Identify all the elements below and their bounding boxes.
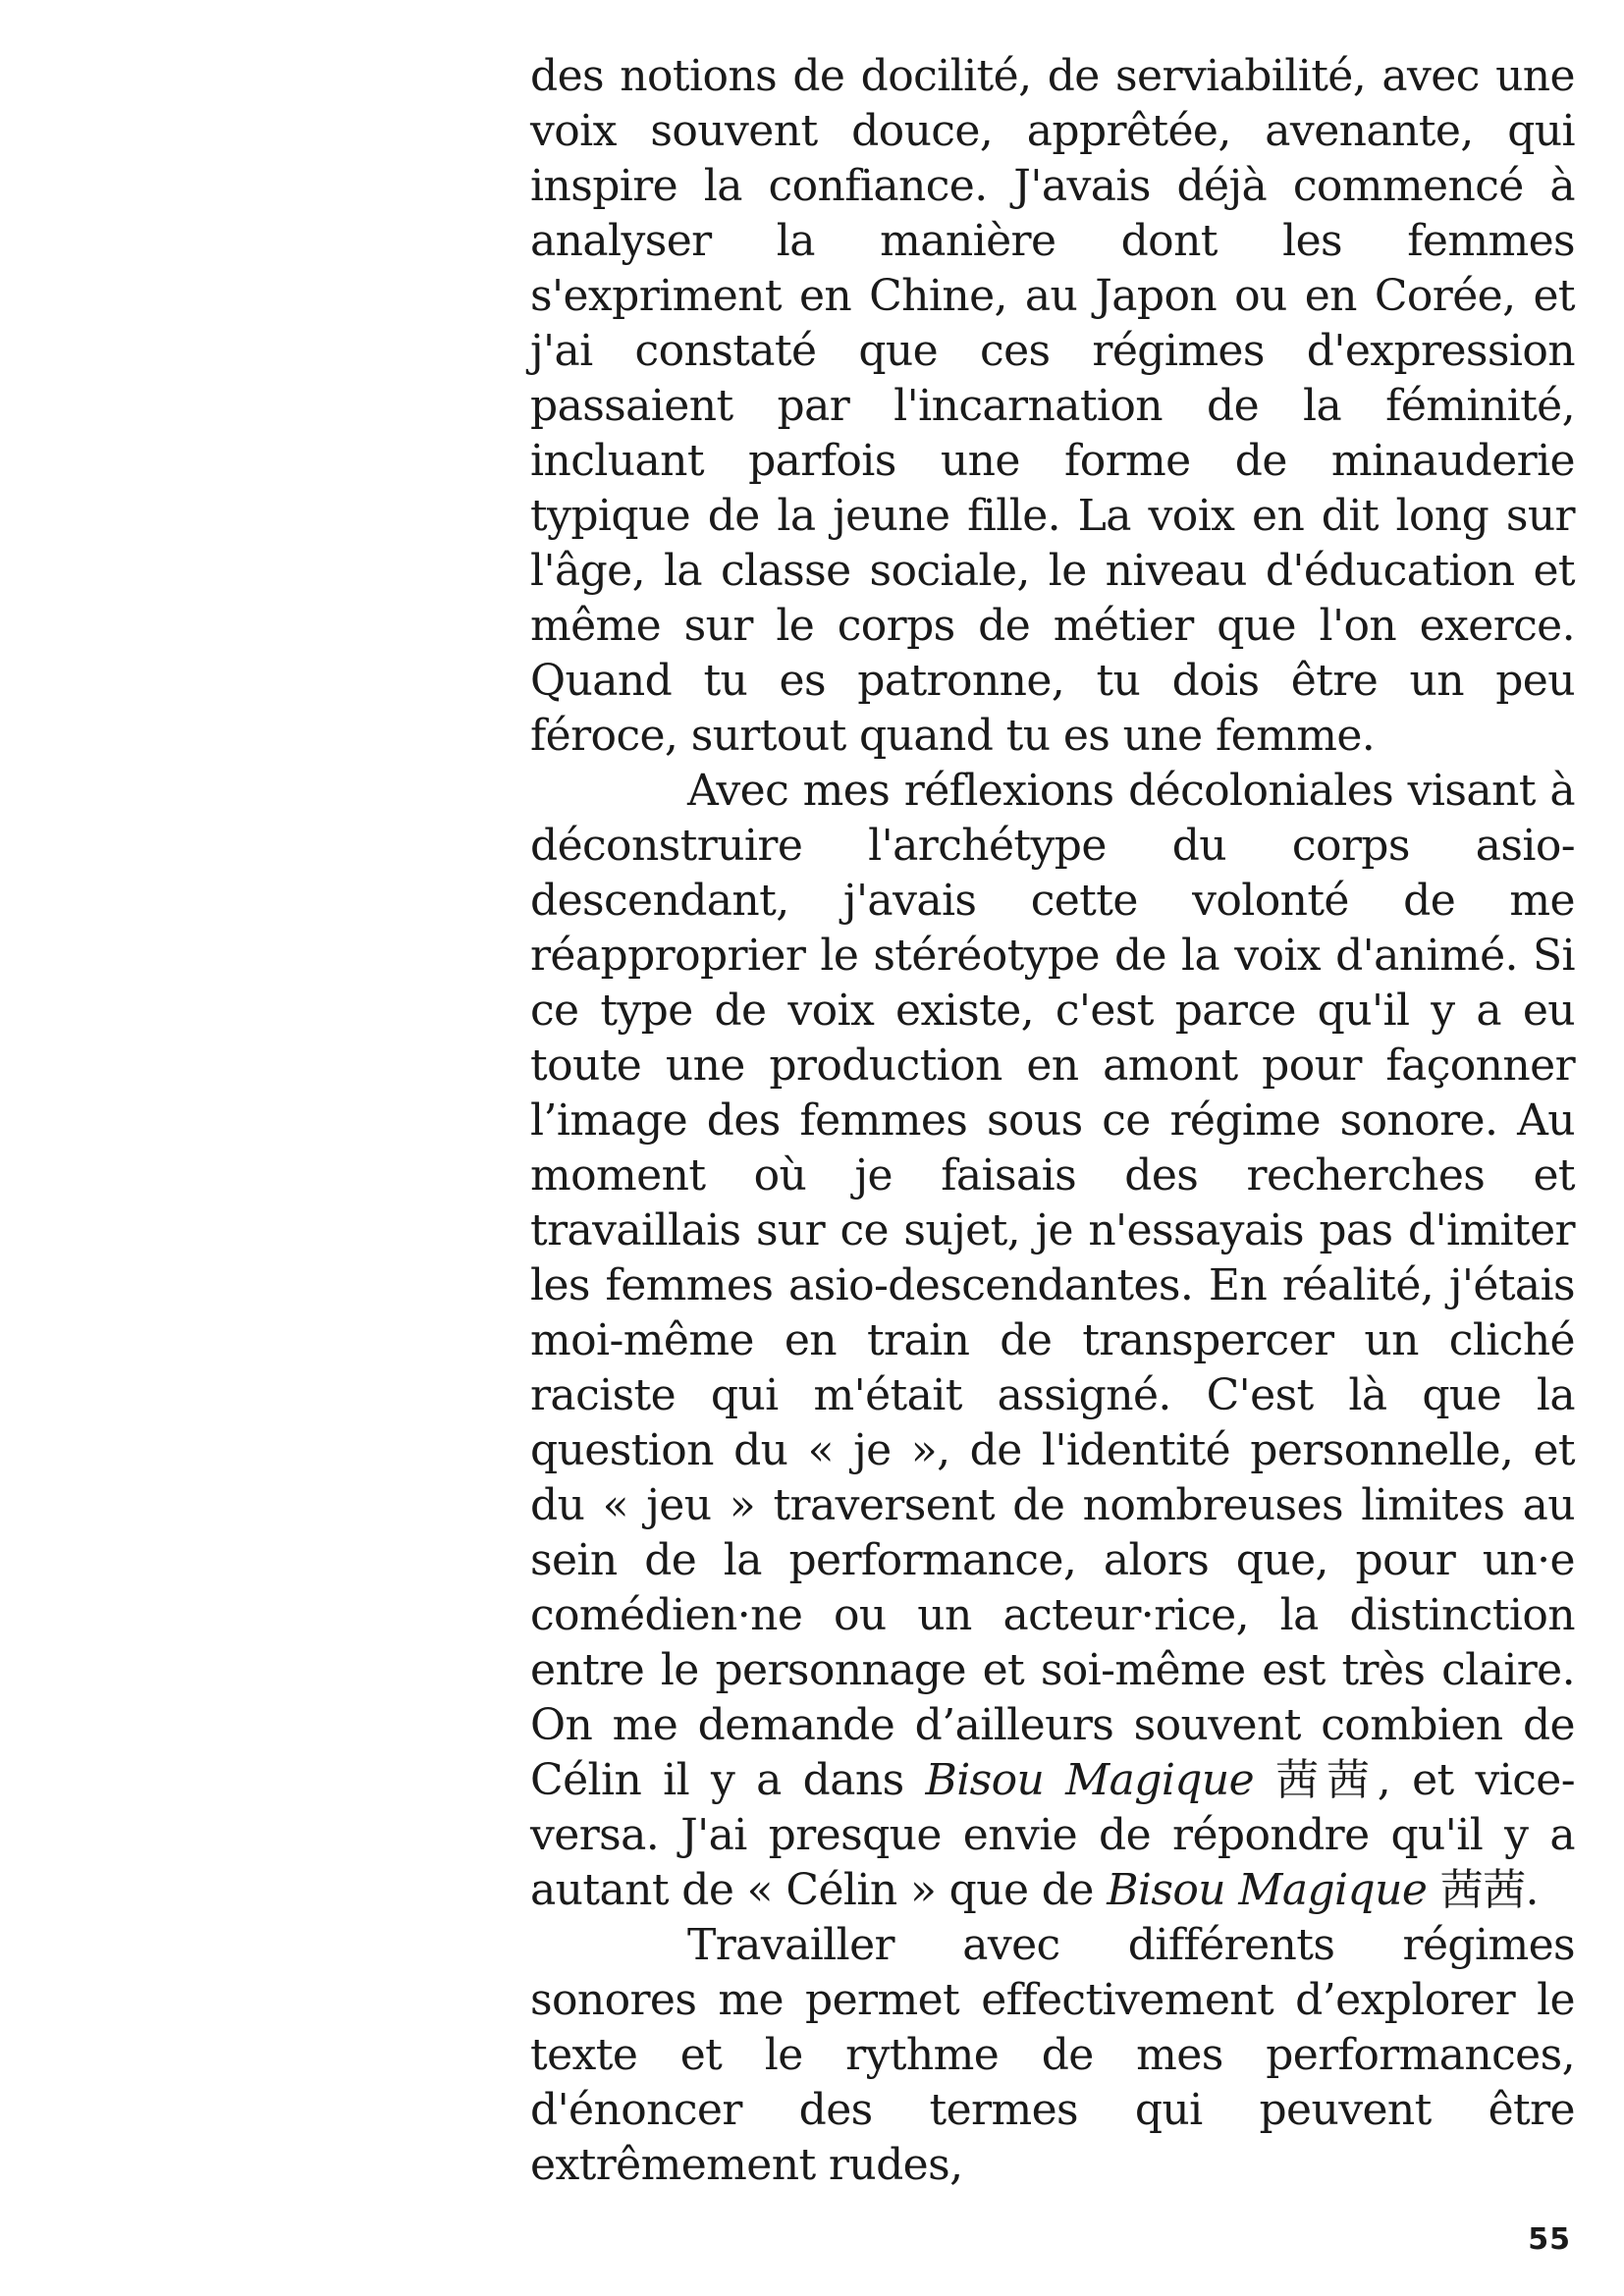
page-number: 55 xyxy=(1528,2222,1571,2257)
paragraph-1-text: des notions de docilité, de serviabilité, avec une voix souvent douce, apprêtée, avenante, qui inspire la confiance. J'avais déjà commencé à analyser la manière dont les femmes s'expriment en Chine, au Japon ou en Corée, et j'ai constaté que ces régimes d'expression passaient par l'incarnation de la féminité, incluant parfois une forme de minauderie typique de la jeune fille. La voix en dit long sur l'âge, la classe sociale, le niveau d'éducation et même sur le corps de métier que l'on exerce. Quand tu es patronne, tu dois être un peu féroce, surtout quand tu es une femme. xyxy=(530,51,1575,761)
paragraph-3 xyxy=(530,1918,1575,2193)
work-title-italic: Bisou Magique xyxy=(1107,1865,1428,1915)
paragraph-3-text: Travailler avec différents régimes sonores me permet effectivement d’explorer le texte et le rythme de mes performances, d'énoncer des termes qui peuvent être extrêmement rudes, xyxy=(530,1920,1575,2190)
paragraph-2-text-a: Avec mes réflexions décoloniales visant à déconstruire l'archétype du corps asio-descendant, j'avais cette volonté de me réapproprier le stéréotype de la voix d'animé. Si ce type de voix existe, c'est parce qu'il y a eu toute une production en amont pour façonner l’image des femmes sous ce régime sonore. Au moment où je faisais des recherches et travaillais sur ce sujet, je n'essayais pas d'imiter les femmes asio-descendantes. En réalité, j'étais moi-même en train de transpercer un cliché raciste qui m'était assigné. C'est là que la question du « je », de l'identité personnelle, et du « jeu » traversent de nombreuses limites au sein de la performance, alors que, pour un·e comédien·ne ou un acteur·rice, la distinction entre le personnage et soi-même est très claire. On me demande d’ailleurs souvent combien de Célin il y a dans xyxy=(530,766,1575,1805)
paragraph-2-text-c: 茜茜. xyxy=(1427,1865,1539,1915)
work-title-italic: Bisou Magique xyxy=(925,1755,1255,1805)
paragraph-2 xyxy=(530,764,1575,1918)
paragraph-2-text-b: 茜茜, et vice-versa. J'ai presque envie de répondre qu'il y a autant de « Célin » que de xyxy=(530,1755,1575,1915)
body-text xyxy=(530,49,1575,2193)
paragraph-1 xyxy=(530,49,1575,764)
